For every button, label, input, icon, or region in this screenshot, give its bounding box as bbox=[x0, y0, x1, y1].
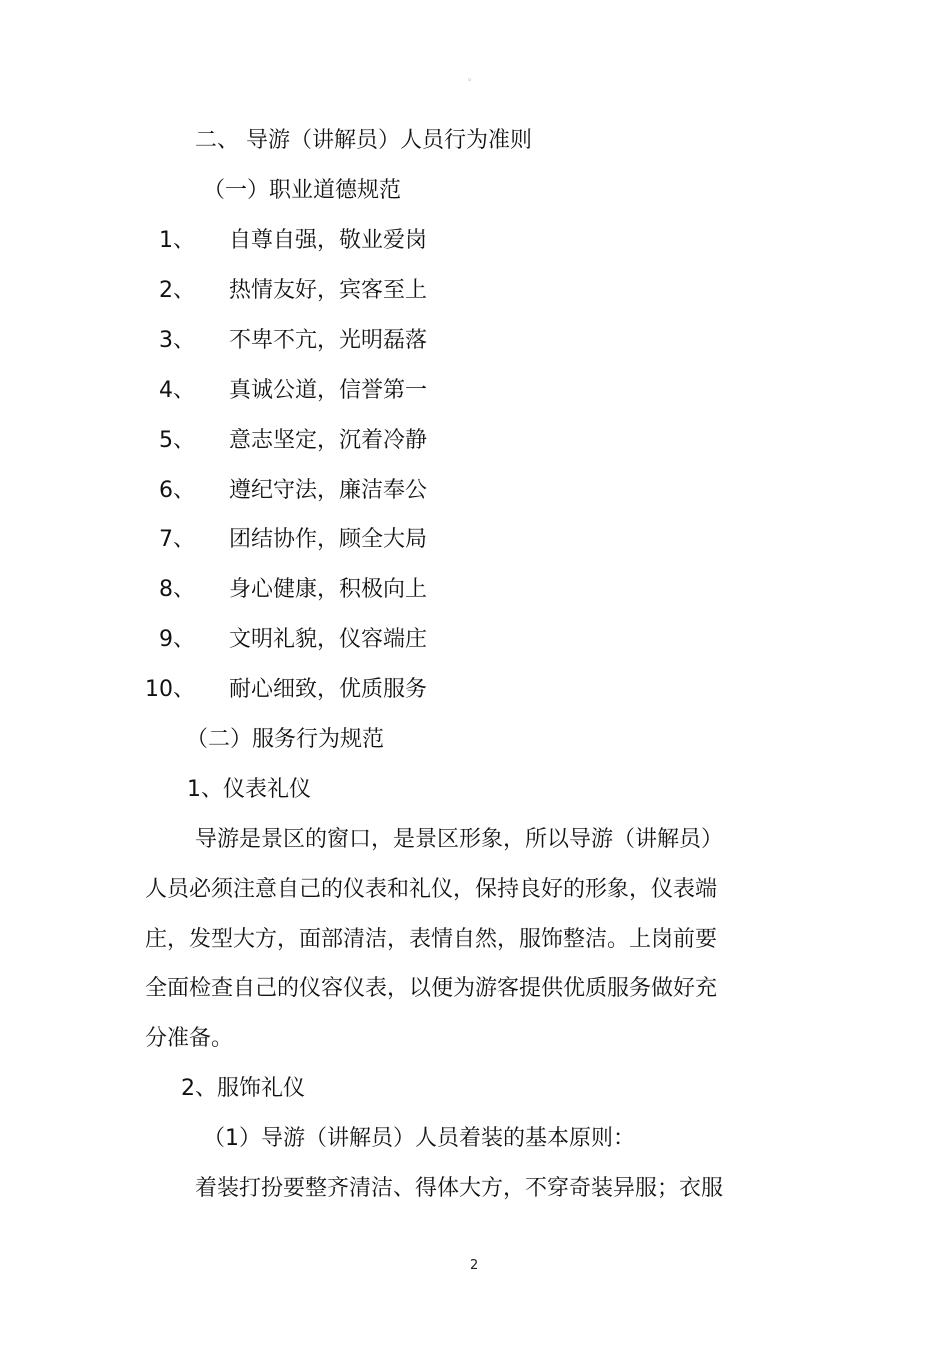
paragraph-line: 全面检查自己的仪容仪表，以便为游客提供优质服务做好充 bbox=[145, 976, 718, 1001]
section-title: 二、 导游（讲解员）人员行为准则 bbox=[195, 128, 532, 153]
list-item-text: 遵纪守法，廉洁奉公 bbox=[229, 478, 428, 503]
list-item bbox=[133, 426, 427, 456]
subsection-title-service: （二）服务行为规范 bbox=[186, 727, 385, 752]
list-item bbox=[133, 625, 427, 655]
item-title-attire: 2、服饰礼仪 bbox=[181, 1076, 305, 1101]
list-item-number: 1、 bbox=[159, 228, 195, 253]
list-item-number: 6、 bbox=[159, 478, 195, 503]
list-item-text: 热情友好，宾客至上 bbox=[229, 278, 428, 303]
list-item-text: 自尊自强，敬业爱岗 bbox=[229, 228, 428, 253]
list-item bbox=[133, 326, 427, 356]
paragraph-line: 分准备。 bbox=[145, 1026, 234, 1051]
list-item bbox=[133, 525, 427, 555]
item-subtitle-attire-principles: （1）导游（讲解员）人员着装的基本原则： bbox=[203, 1126, 635, 1151]
list-item-text: 文明礼貌，仪容端庄 bbox=[229, 627, 428, 652]
paragraph-line: 庄，发型大方，面部清洁，表情自然，服饰整洁。上岗前要 bbox=[145, 927, 718, 952]
paragraph-line: 人员必须注意自己的仪表和礼仪，保持良好的形象，仪表端 bbox=[145, 877, 718, 902]
list-item bbox=[133, 376, 427, 406]
list-item-number: 3、 bbox=[159, 328, 195, 353]
list-item-number: 4、 bbox=[159, 378, 195, 403]
subsection-title-ethics: （一）职业道德规范 bbox=[203, 178, 402, 203]
list-item-number: 8、 bbox=[159, 577, 195, 602]
list-item bbox=[133, 276, 427, 306]
list-item-text: 意志坚定，沉着冷静 bbox=[229, 428, 428, 453]
list-item-number: 2、 bbox=[159, 278, 195, 303]
list-item-text: 身心健康，积极向上 bbox=[229, 577, 428, 602]
list-item-text: 不卑不亢，光明磊落 bbox=[229, 328, 428, 353]
paragraph-line: 导游是景区的窗口，是景区形象，所以导游（讲解员） bbox=[195, 827, 724, 852]
page-number: 2 bbox=[470, 1258, 479, 1273]
item-title-appearance: 1、仪表礼仪 bbox=[187, 777, 311, 802]
paragraph-line: 着装打扮要整齐清洁、得体大方，不穿奇装异服；衣服 bbox=[195, 1176, 724, 1201]
list-item-number: 7、 bbox=[159, 527, 195, 552]
list-item bbox=[133, 476, 427, 506]
list-item-text: 真诚公道，信誉第一 bbox=[229, 378, 428, 403]
list-item-text: 团结协作，顾全大局 bbox=[229, 527, 428, 552]
header-mark: 。 bbox=[468, 73, 478, 83]
list-item-number: 9、 bbox=[159, 627, 195, 652]
list-item-number: 5、 bbox=[159, 428, 195, 453]
list-item-text: 耐心细致，优质服务 bbox=[229, 677, 428, 702]
list-item bbox=[133, 675, 427, 705]
list-item bbox=[133, 575, 427, 605]
list-item-number: 10、 bbox=[145, 677, 195, 702]
list-item bbox=[133, 226, 427, 256]
